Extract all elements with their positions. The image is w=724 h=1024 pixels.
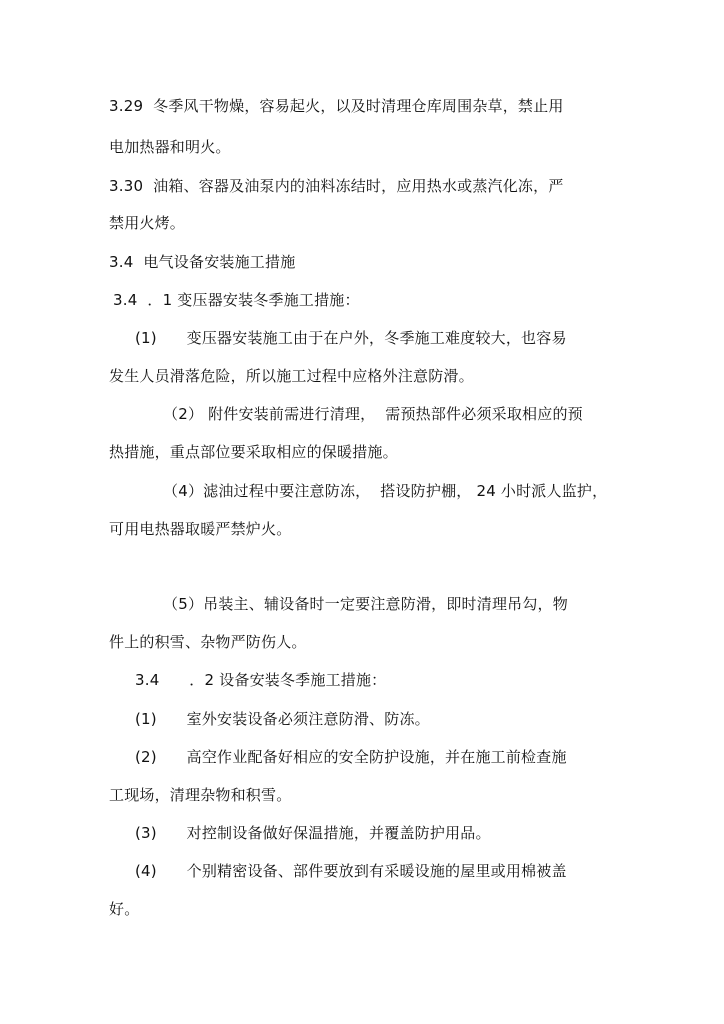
text-line: 电加热器和明火。 <box>109 138 231 156</box>
text-line: 禁用火烤。 <box>109 214 186 232</box>
text-line: 3.29 冬季风干物燥，容易起火，以及时清理仓库周围杂草，禁止用 <box>109 97 564 115</box>
text-line: (1) 变压器安装施工由于在户外，冬季施工难度较大，也容易 <box>135 329 567 347</box>
text-line: (4) 个别精密设备、部件要放到有采暖设施的屋里或用棉被盖 <box>135 862 567 880</box>
text-line: 件上的积雪、杂物严防伤人。 <box>109 633 307 651</box>
text-line: 热措施，重点部位要采取相应的保暖措施。 <box>109 443 398 461</box>
subsection-heading: 3.4 ．1 变压器安装冬季施工措施： <box>113 291 360 309</box>
text-line: (3) 对控制设备做好保温措施，并覆盖防护用品。 <box>135 824 491 842</box>
text-line: (2) 高空作业配备好相应的安全防护设施，并在施工前检查施 <box>135 748 567 766</box>
section-heading: 3.4 电气设备安装施工措施 <box>109 253 296 271</box>
text-line: （5）吊装主、辅设备时一定要注意防滑，即时清理吊勾，物 <box>163 595 568 613</box>
text-line: 好。 <box>109 900 140 918</box>
text-line: (1) 室外安装设备必须注意防滑、防冻。 <box>135 710 430 728</box>
text-line: 3.30 油箱、容器及油泵内的油料冻结时，应用热水或蒸汽化冻，严 <box>109 177 564 195</box>
text-line: 可用电热器取暖严禁炉火。 <box>109 520 292 538</box>
text-line: 工现场，清理杂物和积雪。 <box>109 786 292 804</box>
text-line: （2） 附件安装前需进行清理， 需预热部件必须采取相应的预 <box>163 405 583 423</box>
text-line: 发生人员滑落危险，所以施工过程中应格外注意防滑。 <box>109 367 474 385</box>
text-line: （4）滤油过程中要注意防冻， 搭设防护棚， 24 小时派人监护， <box>163 482 608 500</box>
subsection-heading: 3.4 ．2 设备安装冬季施工措施： <box>135 671 387 689</box>
